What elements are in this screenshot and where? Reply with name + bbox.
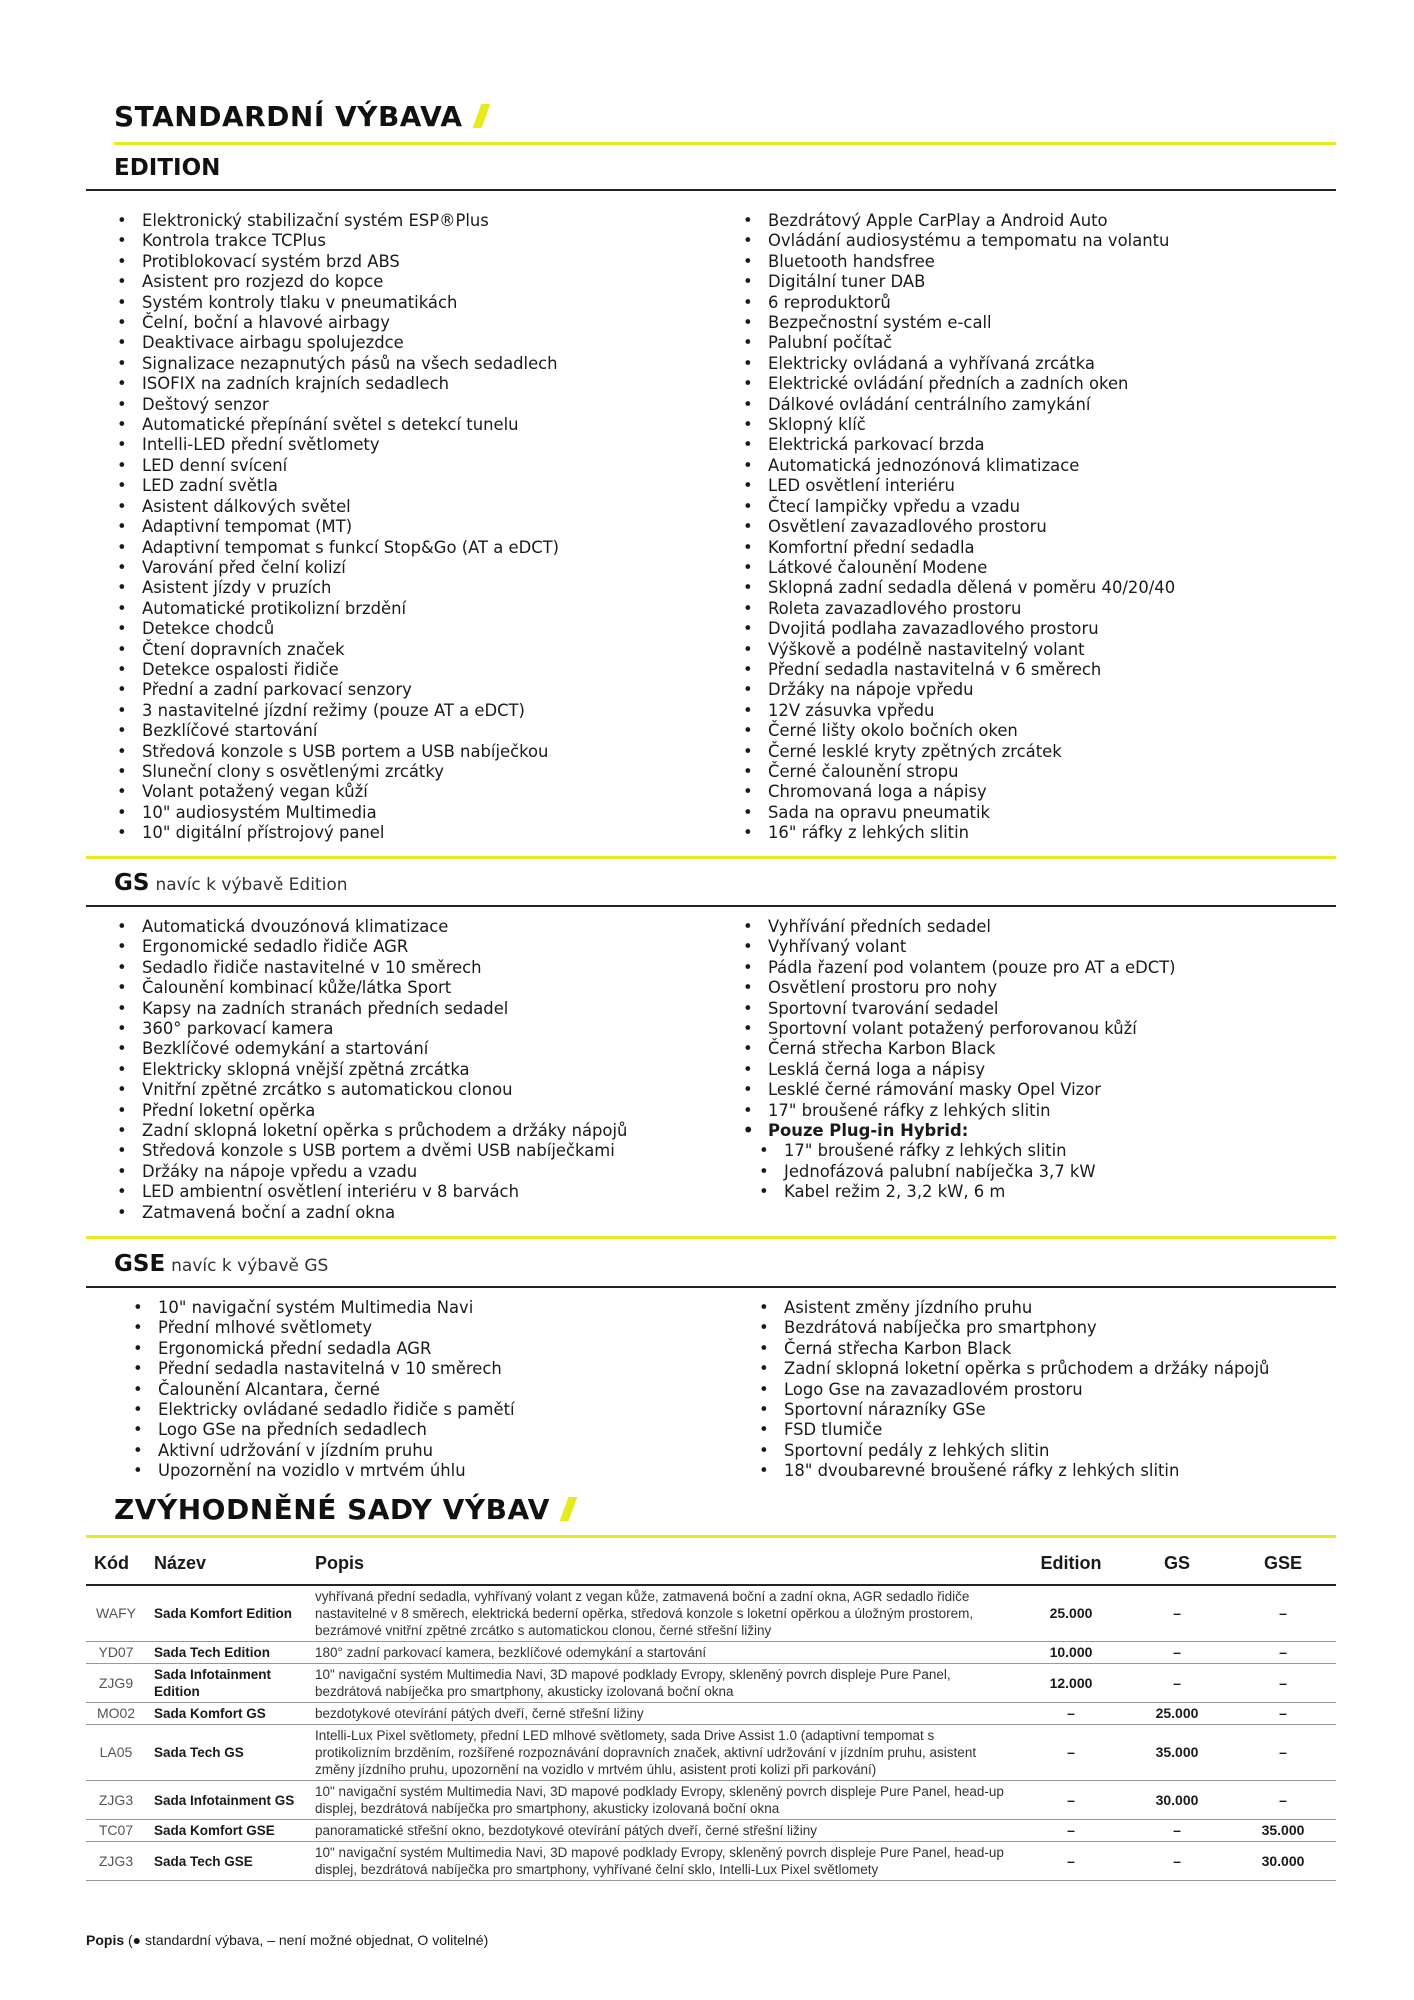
list-item: • Asistent dálkových světel (114, 497, 559, 517)
section-title-edition: EDITION (114, 155, 221, 181)
divider (86, 1286, 1336, 1288)
cell-gs: 25.000 (1124, 1703, 1230, 1725)
list-item: • Bezpečnostní systém e-call (740, 313, 1175, 333)
list-item: • Palubní počítač (740, 333, 1175, 353)
list-item: • Aktivní udržování v jízdním pruhu (130, 1441, 515, 1461)
list-item: • Elektricky ovládané sedadlo řidiče s pamětí (130, 1400, 515, 1420)
col-code: Kód (86, 1545, 146, 1585)
cell-edition: – (1018, 1703, 1124, 1725)
table-row (86, 1642, 1336, 1664)
list-item: • Bluetooth handsfree (740, 252, 1175, 272)
edition-list-left (114, 211, 559, 844)
table-row (86, 1703, 1336, 1725)
list-item: • Dálkové ovládání centrálního zamykání (740, 395, 1175, 415)
list-item: • Ovládání audiosystému a tempomatu na volantu (740, 231, 1175, 251)
cell-code: WAFY (86, 1585, 146, 1642)
cell-desc: panoramatické střešní okno, bezdotykové otevírání pátých dveří, černé střešní ližiny (307, 1820, 1018, 1842)
cell-gs: 30.000 (1124, 1781, 1230, 1820)
list-item: • Přední sedadla nastavitelná v 6 směrech (740, 660, 1175, 680)
list-item: • Deštový senzor (114, 395, 559, 415)
list-item: • Varování před čelní kolizí (114, 558, 559, 578)
cell-name: Sada Tech GS (146, 1725, 307, 1781)
list-item: • LED zadní světla (114, 476, 559, 496)
list-item: • Středová konzole s USB portem a USB nabíječkou (114, 742, 559, 762)
cell-code: LA05 (86, 1725, 146, 1781)
list-item: • Černá střecha Karbon Black (740, 1039, 1176, 1059)
cell-desc: vyhřívaná přední sedadla, vyhřívaný volant z vegan kůže, zatmavená boční a zadní okna, AGR sedadlo řidiče nastavitelné v 8 směrech, elektrická bederní opěrka, středová konzole s loketní opěrkou a úložným prostorem, bezrámové vnitřní zpětné zrcátko s automatickou clonou, černé střešní ližiny (307, 1585, 1018, 1642)
list-item: • Čalounění Alcantara, černé (130, 1380, 515, 1400)
list-item: • 10" digitální přístrojový panel (114, 823, 559, 843)
cell-code: ZJG9 (86, 1664, 146, 1703)
list-item: • Čtení dopravních značek (114, 640, 559, 660)
divider (86, 905, 1336, 907)
list-item: • Látkové čalounění Modene (740, 558, 1175, 578)
list-item: • Logo Gse na zavazadlovém prostoru (756, 1380, 1269, 1400)
list-item: • Upozornění na vozidlo v mrtvém úhlu (130, 1461, 515, 1481)
accent-slash (560, 1497, 578, 1521)
list-item: • Vyhřívání předních sedadel (740, 917, 1176, 937)
col-gs: GS (1124, 1545, 1230, 1585)
list-item: • FSD tlumiče (756, 1420, 1269, 1440)
list-item: • 10" navigační systém Multimedia Navi (130, 1298, 515, 1318)
list-item: • Držáky na nápoje vpředu (740, 680, 1175, 700)
cell-edition: 10.000 (1018, 1642, 1124, 1664)
table-row (86, 1781, 1336, 1820)
list-item: • Přední a zadní parkovací senzory (114, 680, 559, 700)
list-item: • Elektrická parkovací brzda (740, 435, 1175, 455)
list-item: • Zadní sklopná loketní opěrka s průchodem a držáky nápojů (114, 1121, 627, 1141)
packages-table (86, 1545, 1336, 1881)
list-item: • Automatické protikolizní brzdění (114, 599, 559, 619)
list-item: • Čalounění kombinací kůže/látka Sport (114, 978, 627, 998)
cell-edition: 25.000 (1018, 1585, 1124, 1642)
accent-rule (114, 142, 1336, 145)
table-row (86, 1842, 1336, 1881)
list-item: • Osvětlení zavazadlového prostoru (740, 517, 1175, 537)
cell-gse: – (1230, 1703, 1336, 1725)
list-item: • Automatická jednozónová klimatizace (740, 456, 1175, 476)
cell-desc: Intelli-Lux Pixel světlomety, přední LED mlhové světlomety, sada Drive Assist 1.0 (adaptivní tempomat s protikolizním brzděním, rozšířené rozpoznávání dopravních značek, aktivní udržování v jízdním pruhu, asistent změny jízdního pruhu, upozornění na vozidlo v mrtvém úhlu, asistent proti kolizi při parkování) (307, 1725, 1018, 1781)
cell-gse: – (1230, 1642, 1336, 1664)
cell-gse: – (1230, 1585, 1336, 1642)
cell-edition: – (1018, 1725, 1124, 1781)
table-header-row (86, 1545, 1336, 1585)
list-item: • 10" audiosystém Multimedia (114, 803, 559, 823)
cell-gse: – (1230, 1781, 1336, 1820)
cell-gse: – (1230, 1664, 1336, 1703)
cell-edition: – (1018, 1842, 1124, 1881)
list-item: • Asistent pro rozjezd do kopce (114, 272, 559, 292)
list-item: • 17" broušené ráfky z lehkých slitin (740, 1141, 1176, 1161)
table-row (86, 1664, 1336, 1703)
list-item: • Sklopná zadní sedadla dělená v poměru 40/20/40 (740, 578, 1175, 598)
list-item: • Vnitřní zpětné zrcátko s automatickou clonou (114, 1080, 627, 1100)
list-item: • Jednofázová palubní nabíječka 3,7 kW (740, 1162, 1176, 1182)
list-item: • Černé lesklé kryty zpětných zrcátek (740, 742, 1175, 762)
table-row (86, 1820, 1336, 1842)
list-item: • Přední loketní opěrka (114, 1101, 627, 1121)
cell-gse: – (1230, 1725, 1336, 1781)
list-item: • Logo GSe na předních sedadlech (130, 1420, 515, 1440)
cell-code: ZJG3 (86, 1781, 146, 1820)
cell-gs: – (1124, 1585, 1230, 1642)
cell-name: Sada Komfort GSE (146, 1820, 307, 1842)
cell-edition: – (1018, 1820, 1124, 1842)
list-item: • Sportovní volant potažený perforovanou kůží (740, 1019, 1176, 1039)
accent-rule (86, 1535, 1336, 1538)
list-item: • Zatmavená boční a zadní okna (114, 1203, 627, 1223)
list-item: • Lesklé černé rámování masky Opel Vizor (740, 1080, 1176, 1100)
list-item: • Černé čalounění stropu (740, 762, 1175, 782)
list-item: • Pádla řazení pod volantem (pouze pro AT a eDCT) (740, 958, 1176, 978)
list-item: • Elektronický stabilizační systém ESP®Plus (114, 211, 559, 231)
list-item: • Detekce ospalosti řidiče (114, 660, 559, 680)
list-item: • Černá střecha Karbon Black (756, 1339, 1269, 1359)
list-item: • Adaptivní tempomat (MT) (114, 517, 559, 537)
list-item: • Roleta zavazadlového prostoru (740, 599, 1175, 619)
col-desc: Popis (307, 1545, 1018, 1585)
section-title-gse: GSE navíc k výbavě GS (114, 1251, 329, 1277)
col-gse: GSE (1230, 1545, 1336, 1585)
accent-rule (86, 1236, 1336, 1239)
list-item: • Ergonomické sedadlo řidiče AGR (114, 937, 627, 957)
list-item: • Automatická dvouzónová klimatizace (114, 917, 627, 937)
gs-list-right (740, 917, 1176, 1203)
cell-code: MO02 (86, 1703, 146, 1725)
packages-title: ZVÝHODNĚNÉ SADY VÝBAV (114, 1493, 573, 1526)
cell-gs: – (1124, 1664, 1230, 1703)
list-item: • Volant potažený vegan kůží (114, 782, 559, 802)
table-row (86, 1725, 1336, 1781)
list-item: • Sada na opravu pneumatik (740, 803, 1175, 823)
col-edition: Edition (1018, 1545, 1124, 1585)
list-item: • Chromovaná loga a nápisy (740, 782, 1175, 802)
cell-desc: bezdotykové otevírání pátých dveří, černé střešní ližiny (307, 1703, 1018, 1725)
list-item: • Automatické přepínání světel s detekcí tunelu (114, 415, 559, 435)
list-item: • Držáky na nápoje vpředu a vzadu (114, 1162, 627, 1182)
list-item: • Bezklíčové startování (114, 721, 559, 741)
cell-name: Sada Infotainment GS (146, 1781, 307, 1820)
list-item: • Výškově a podélně nastavitelný volant (740, 640, 1175, 660)
cell-gs: – (1124, 1842, 1230, 1881)
list-item: • Komfortní přední sedadla (740, 538, 1175, 558)
list-item: • Vyhřívaný volant (740, 937, 1176, 957)
cell-gs: – (1124, 1642, 1230, 1664)
divider (86, 189, 1336, 191)
table-row (86, 1585, 1336, 1642)
list-item: • Deaktivace airbagu spolujezdce (114, 333, 559, 353)
cell-edition: – (1018, 1781, 1124, 1820)
list-item: • 16" ráfky z lehkých slitin (740, 823, 1175, 843)
cell-edition: 12.000 (1018, 1664, 1124, 1703)
accent-slash (472, 104, 490, 128)
col-name: Název (146, 1545, 307, 1585)
list-item: • LED osvětlení interiéru (740, 476, 1175, 496)
list-item: • Bezdrátová nabíječka pro smartphony (756, 1318, 1269, 1338)
cell-desc: 10" navigační systém Multimedia Navi, 3D mapové podklady Evropy, skleněný povrch displeje Pure Panel, head-up displej, bezdrátová nabíječka pro smartphony, akusticky izolovaná boční okna (307, 1781, 1018, 1820)
cell-name: Sada Infotainment Edition (146, 1664, 307, 1703)
list-item: • 18" dvoubarevné broušené ráfky z lehkých slitin (756, 1461, 1269, 1481)
list-item: • Černé lišty okolo bočních oken (740, 721, 1175, 741)
hybrid-heading: • Pouze Plug-in Hybrid: (740, 1121, 1176, 1141)
cell-name: Sada Komfort Edition (146, 1585, 307, 1642)
list-item: • Středová konzole s USB portem a dvěmi USB nabíječkami (114, 1141, 627, 1161)
gse-list-left (130, 1298, 515, 1482)
cell-desc: 10" navigační systém Multimedia Navi, 3D mapové podklady Evropy, skleněný povrch displeje Pure Panel, bezdrátová nabíječka pro smartphony, akusticky izolovaná boční okna (307, 1664, 1018, 1703)
list-item: • Kabel režim 2, 3,2 kW, 6 m (740, 1182, 1176, 1202)
edition-list-right (740, 211, 1175, 844)
list-item: • Lesklá černá loga a nápisy (740, 1060, 1176, 1080)
cell-gse: 30.000 (1230, 1842, 1336, 1881)
list-item: • Adaptivní tempomat s funkcí Stop&Go (AT a eDCT) (114, 538, 559, 558)
list-item: • 360° parkovací kamera (114, 1019, 627, 1039)
list-item: • Přední mlhové světlomety (130, 1318, 515, 1338)
list-item: • Čtecí lampičky vpředu a vzadu (740, 497, 1175, 517)
list-item: • Bezklíčové odemykání a startování (114, 1039, 627, 1059)
list-item: • Elektrické ovládání předních a zadních oken (740, 374, 1175, 394)
list-item: • Zadní sklopná loketní opěrka s průchodem a držáky nápojů (756, 1359, 1269, 1379)
gs-list-left (114, 917, 627, 1223)
gse-list-right (756, 1298, 1269, 1482)
list-item: • Protiblokovací systém brzd ABS (114, 252, 559, 272)
list-item: • Sportovní nárazníky GSe (756, 1400, 1269, 1420)
cell-desc: 10" navigační systém Multimedia Navi, 3D mapové podklady Evropy, skleněný povrch displeje Pure Panel, head-up displej, bezdrátová nabíječka pro smartphony, vyhřívané čelní sklo, Intelli-Lux Pixel světlomety (307, 1842, 1018, 1881)
list-item: • 6 reproduktorů (740, 293, 1175, 313)
list-item: • 3 nastavitelné jízdní režimy (pouze AT a eDCT) (114, 701, 559, 721)
list-item: • Signalizace nezapnutých pásů na všech sedadlech (114, 354, 559, 374)
list-item: • Asistent jízdy v pruzích (114, 578, 559, 598)
cell-gs: 35.000 (1124, 1725, 1230, 1781)
list-item: • Přední sedadla nastavitelná v 10 směrech (130, 1359, 515, 1379)
list-item: • LED denní svícení (114, 456, 559, 476)
list-item: • Kontrola trakce TCPlus (114, 231, 559, 251)
cell-code: YD07 (86, 1642, 146, 1664)
list-item: • Dvojitá podlaha zavazadlového prostoru (740, 619, 1175, 639)
legend: Popis (● standardní výbava, – není možné objednat, O volitelné) (86, 1932, 489, 1948)
page-title: STANDARDNÍ VÝBAVA (114, 100, 486, 133)
list-item: • Ergonomická přední sedadla AGR (130, 1339, 515, 1359)
section-title-gs: GS navíc k výbavě Edition (114, 870, 348, 896)
list-item: • Intelli-LED přední světlomety (114, 435, 559, 455)
accent-rule (86, 856, 1336, 859)
list-item: • ISOFIX na zadních krajních sedadlech (114, 374, 559, 394)
list-item: • Sportovní pedály z lehkých slitin (756, 1441, 1269, 1461)
cell-name: Sada Tech GSE (146, 1842, 307, 1881)
cell-gse: 35.000 (1230, 1820, 1336, 1842)
cell-name: Sada Tech Edition (146, 1642, 307, 1664)
list-item: • Sedadlo řidiče nastavitelné v 10 směrech (114, 958, 627, 978)
list-item: • Osvětlení prostoru pro nohy (740, 978, 1176, 998)
list-item: • 17" broušené ráfky z lehkých slitin (740, 1101, 1176, 1121)
list-item: • Asistent změny jízdního pruhu (756, 1298, 1269, 1318)
list-item: • Detekce chodců (114, 619, 559, 639)
list-item: • Elektricky sklopná vnější zpětná zrcátka (114, 1060, 627, 1080)
list-item: • Sklopný klíč (740, 415, 1175, 435)
list-item: • Čelní, boční a hlavové airbagy (114, 313, 559, 333)
list-item: • Kapsy na zadních stranách předních sedadel (114, 999, 627, 1019)
cell-code: TC07 (86, 1820, 146, 1842)
cell-code: ZJG3 (86, 1842, 146, 1881)
list-item: • Elektricky ovládaná a vyhřívaná zrcátka (740, 354, 1175, 374)
cell-desc: 180° zadní parkovací kamera, bezklíčové odemykání a startování (307, 1642, 1018, 1664)
cell-name: Sada Komfort GS (146, 1703, 307, 1725)
list-item: • Sportovní tvarování sedadel (740, 999, 1176, 1019)
cell-gs: – (1124, 1820, 1230, 1842)
list-item: • Digitální tuner DAB (740, 272, 1175, 292)
list-item: • Systém kontroly tlaku v pneumatikách (114, 293, 559, 313)
list-item: • Bezdrátový Apple CarPlay a Android Auto (740, 211, 1175, 231)
list-item: • 12V zásuvka vpředu (740, 701, 1175, 721)
list-item: • LED ambientní osvětlení interiéru v 8 barvách (114, 1182, 627, 1202)
list-item: • Sluneční clony s osvětlenými zrcátky (114, 762, 559, 782)
